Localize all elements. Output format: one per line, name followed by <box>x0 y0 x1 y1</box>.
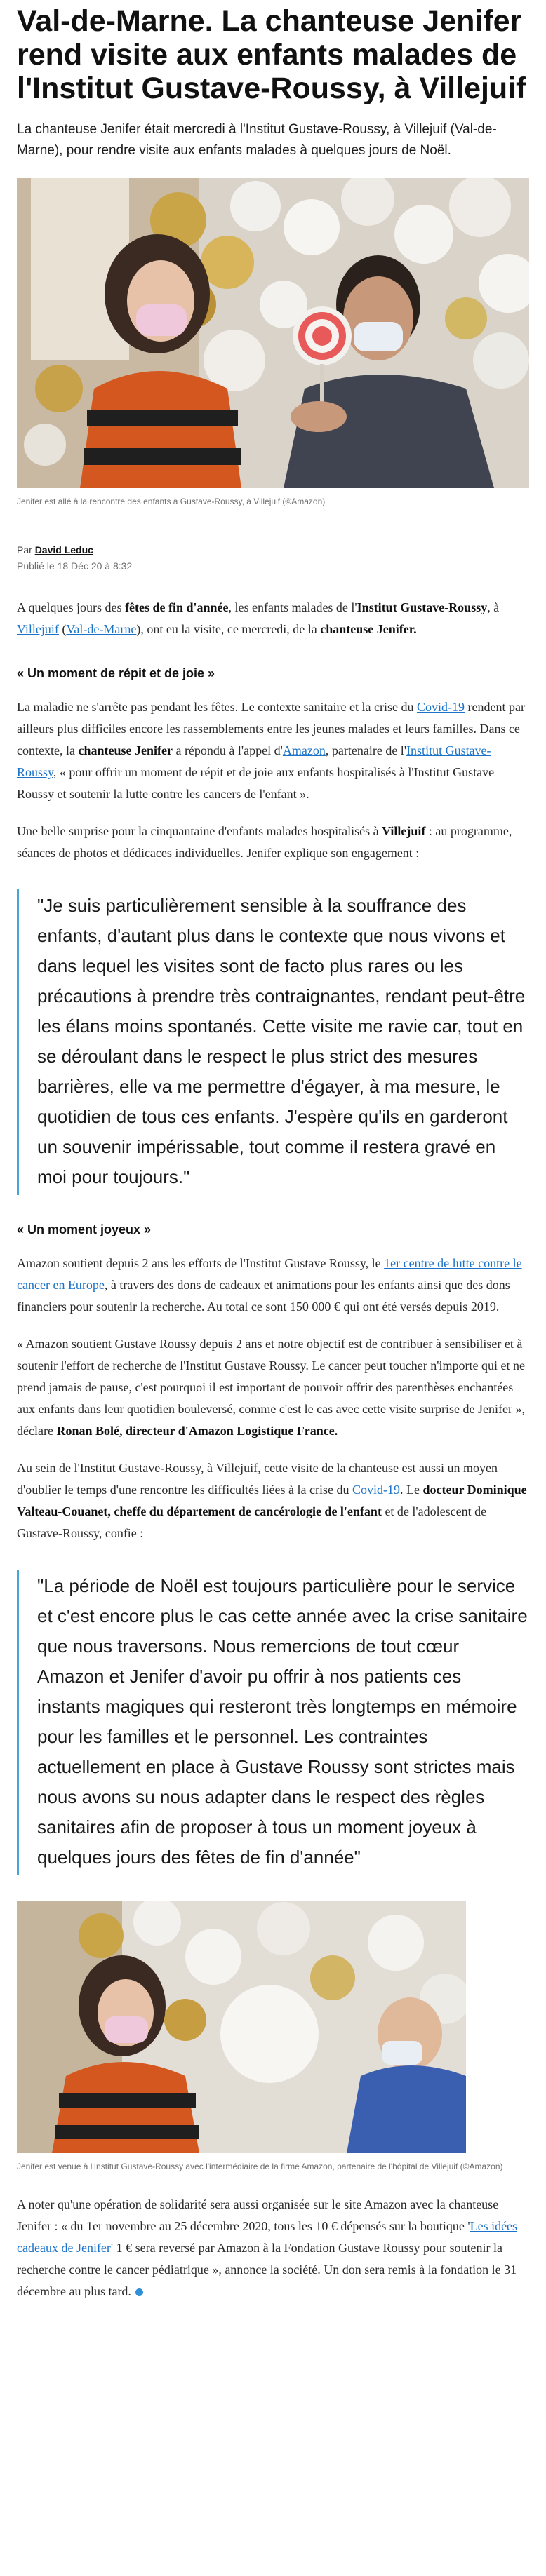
p2-text: , partenaire de l' <box>325 743 407 757</box>
article <box>0 4 546 2346</box>
p6-text: et de l'adolescent de Gustave-Roussy, confie : <box>17 1504 487 1540</box>
photo-1-caption: Jenifer est allé à la rencontre des enfants à Gustave-Roussy, à Villejuif (©Amazon) <box>17 497 326 506</box>
article-title: Val-de-Marne. La chanteuse Jenifer rend visite aux enfants malades de l'Institut Gustave-Roussy, à Villejuif <box>17 4 526 105</box>
p2-text: rendent par ailleurs plus difficiles encore les rassemblements entre les jeunes malades et leurs familles. Dans ce contexte, la <box>17 700 525 757</box>
p5-bold: Ronan Bolé, directeur d'Amazon Logistique France. <box>56 1424 338 1438</box>
p1-bold: chanteuse Jenifer. <box>320 622 417 636</box>
section-heading-1: « Un moment de répit et de joie » <box>17 666 215 680</box>
quote-jenifer: "Je suis particulièrement sensible à la souffrance des enfants, d'autant plus dans le contexte que nous vivons et dans lequel les visites sont de facto plus rares ou les précautions à prendre très contraignantes, rendant peut-être les élans moins spontanés. Cette visite me ravie car, tout en se déroulant dans le respect le plus strict des mesures barrières, elle va me permettre d'égayer, à ma mesure, le quotidien de tous ces enfants. J'espère qu'ils en garderont un souvenir impérissable, tout comme il restera gravé en moi pour toujours." <box>17 889 529 1195</box>
paragraph-1 <box>17 597 529 640</box>
section-heading-2: « Un moment joyeux » <box>17 1222 152 1236</box>
p3-bold: Villejuif <box>382 824 426 838</box>
p4-text: Amazon soutient depuis 2 ans les efforts de l'Institut Gustave Roussy, le <box>17 1256 385 1270</box>
photo-1-illustration <box>17 178 529 488</box>
article-lead: La chanteuse Jenifer était mercredi à l'Institut Gustave-Roussy, à Villejuif (Val-de-Marne), pour rendre visite aux enfants malades à quelques jours de Noël. <box>17 122 497 158</box>
p2-text: , « pour offrir un moment de répit et de joie aux enfants hospitalisés à l'Institut Gustave Roussy et soutenir la lutte contre les cancers de l'enfant ». <box>17 765 495 801</box>
article-photo-2 <box>17 1901 466 2153</box>
article-photo-1 <box>17 178 529 488</box>
article-end-dot <box>135 2288 143 2296</box>
p1-text: , à <box>487 600 500 614</box>
p1-bold: Institut Gustave-Roussy <box>357 600 488 614</box>
p6-text: . Le <box>400 1483 423 1497</box>
paragraph-3 <box>17 821 529 864</box>
jenifer-gift-ideas-link[interactable]: Les idées cadeaux de Jenifer <box>17 2219 518 2255</box>
byline <box>17 543 529 573</box>
covid-link[interactable]: Covid-19 <box>352 1483 401 1497</box>
p2-bold: chanteuse Jenifer <box>78 743 173 757</box>
p1-text: ), ont eu la visite, ce mercredi, de la <box>136 622 321 636</box>
gustave-roussy-link[interactable]: Institut Gustave-Roussy <box>17 743 491 779</box>
byline-label: Par <box>17 544 35 555</box>
p1-bold: fêtes de fin d'année <box>124 600 229 614</box>
author-link[interactable]: David Leduc <box>34 544 93 555</box>
paragraph-7 <box>17 2194 529 2302</box>
p1-text: ( <box>58 622 67 636</box>
publish-date: Publié le 18 Déc 20 à 8:32 <box>17 560 133 572</box>
cancer-center-link[interactable]: 1er centre de lutte contre le cancer en Europe <box>17 1256 522 1292</box>
amazon-link[interactable]: Amazon <box>282 743 326 757</box>
paragraph-6 <box>17 1457 529 1544</box>
paragraph-4 <box>17 1253 529 1318</box>
p2-text: La maladie ne s'arrête pas pendant les fêtes. Le contexte sanitaire et la crise du <box>17 700 417 714</box>
p1-text: A quelques jours des <box>17 600 125 614</box>
p5-text: « Amazon soutient Gustave Roussy depuis 2 ans et notre objectif est de contribuer à sensibiliser et à soutenir l'effort de recherche de l'Institut Gustave Roussy. Le cancer peut toucher n'importe qui et ne prend jamais de pause, c'est pourquoi il est important de pouvoir offrir des parenthèses enchantées aux enfants dans leur quotidien bouleversé, comme c'est le cas avec cette visite surprise de Jenifer », déclare <box>17 1337 525 1438</box>
p7-text: A noter qu'une opération de solidarité sera aussi organisée sur le site Amazon avec la chanteuse Jenifer : « du 1er novembre au 25 décembre 2020, tous les 10 € dépensés sur la boutique ' <box>17 2197 499 2233</box>
p7-text: ' 1 € sera reversé par Amazon à la Fondation Gustave Roussy pour soutenir la recherche contre le cancer pédiatrique », annonce la société. Un don sera remis à la fondation le 31 décembre au plus tard. <box>17 2241 517 2298</box>
val-de-marne-link[interactable]: Val-de-Marne <box>66 622 137 636</box>
photo-2-illustration <box>17 1901 466 2153</box>
villejuif-link[interactable]: Villejuif <box>17 622 59 636</box>
p2-text: a répondu à l'appel d' <box>172 743 283 757</box>
p1-text: , les enfants malades de l' <box>228 600 357 614</box>
quote-doctor: "La période de Noël est toujours particulière pour le service et c'est encore plus le cas cette année avec la crise sanitaire que nous traversons. Nous remercions de tout cœur Amazon et Jenifer d'avoir pu offrir à nos patients ces instants magiques qui resteront très longtemps en mémoire pour les familles et le personnel. Les contraintes actuellement en place à Gustave Roussy sont strictes mais nous avons su nous adapter dans le respect des règles sanitaires afin de proposer à tous un moment joyeux à quelques jours des fêtes de fin d'année" <box>17 1570 529 1875</box>
paragraph-5 <box>17 1333 529 1442</box>
p3-text: Une belle surprise pour la cinquantaine d'enfants malades hospitalisés à <box>17 824 382 838</box>
p6-text: Au sein de l'Institut Gustave-Roussy, à Villejuif, cette visite de la chanteuse est aussi un moyen d'oublier le temps d'une rencontre les difficultés liées à la crise du <box>17 1461 498 1497</box>
photo-2-caption: Jenifer est venue à l'Institut Gustave-Roussy avec l'intermédiaire de la firme Amazon, partenaire de l'hôpital de Villejuif (©Amazon) <box>17 2162 503 2171</box>
p6-bold: docteur Dominique Valteau-Couanet, cheffe du département de cancérologie de l'enfant <box>17 1483 527 1518</box>
paragraph-2 <box>17 696 529 805</box>
covid-link[interactable]: Covid-19 <box>416 700 465 714</box>
p4-text: , à travers des dons de cadeaux et animations pour les enfants ainsi que des dons financiers pour soutenir la recherche. Au total ce sont 150 000 € qui ont été versés depuis 2019. <box>17 1278 510 1314</box>
p3-text: : au programme, séances de photos et dédicaces individuelles. Jenifer explique son engagement : <box>17 824 512 860</box>
